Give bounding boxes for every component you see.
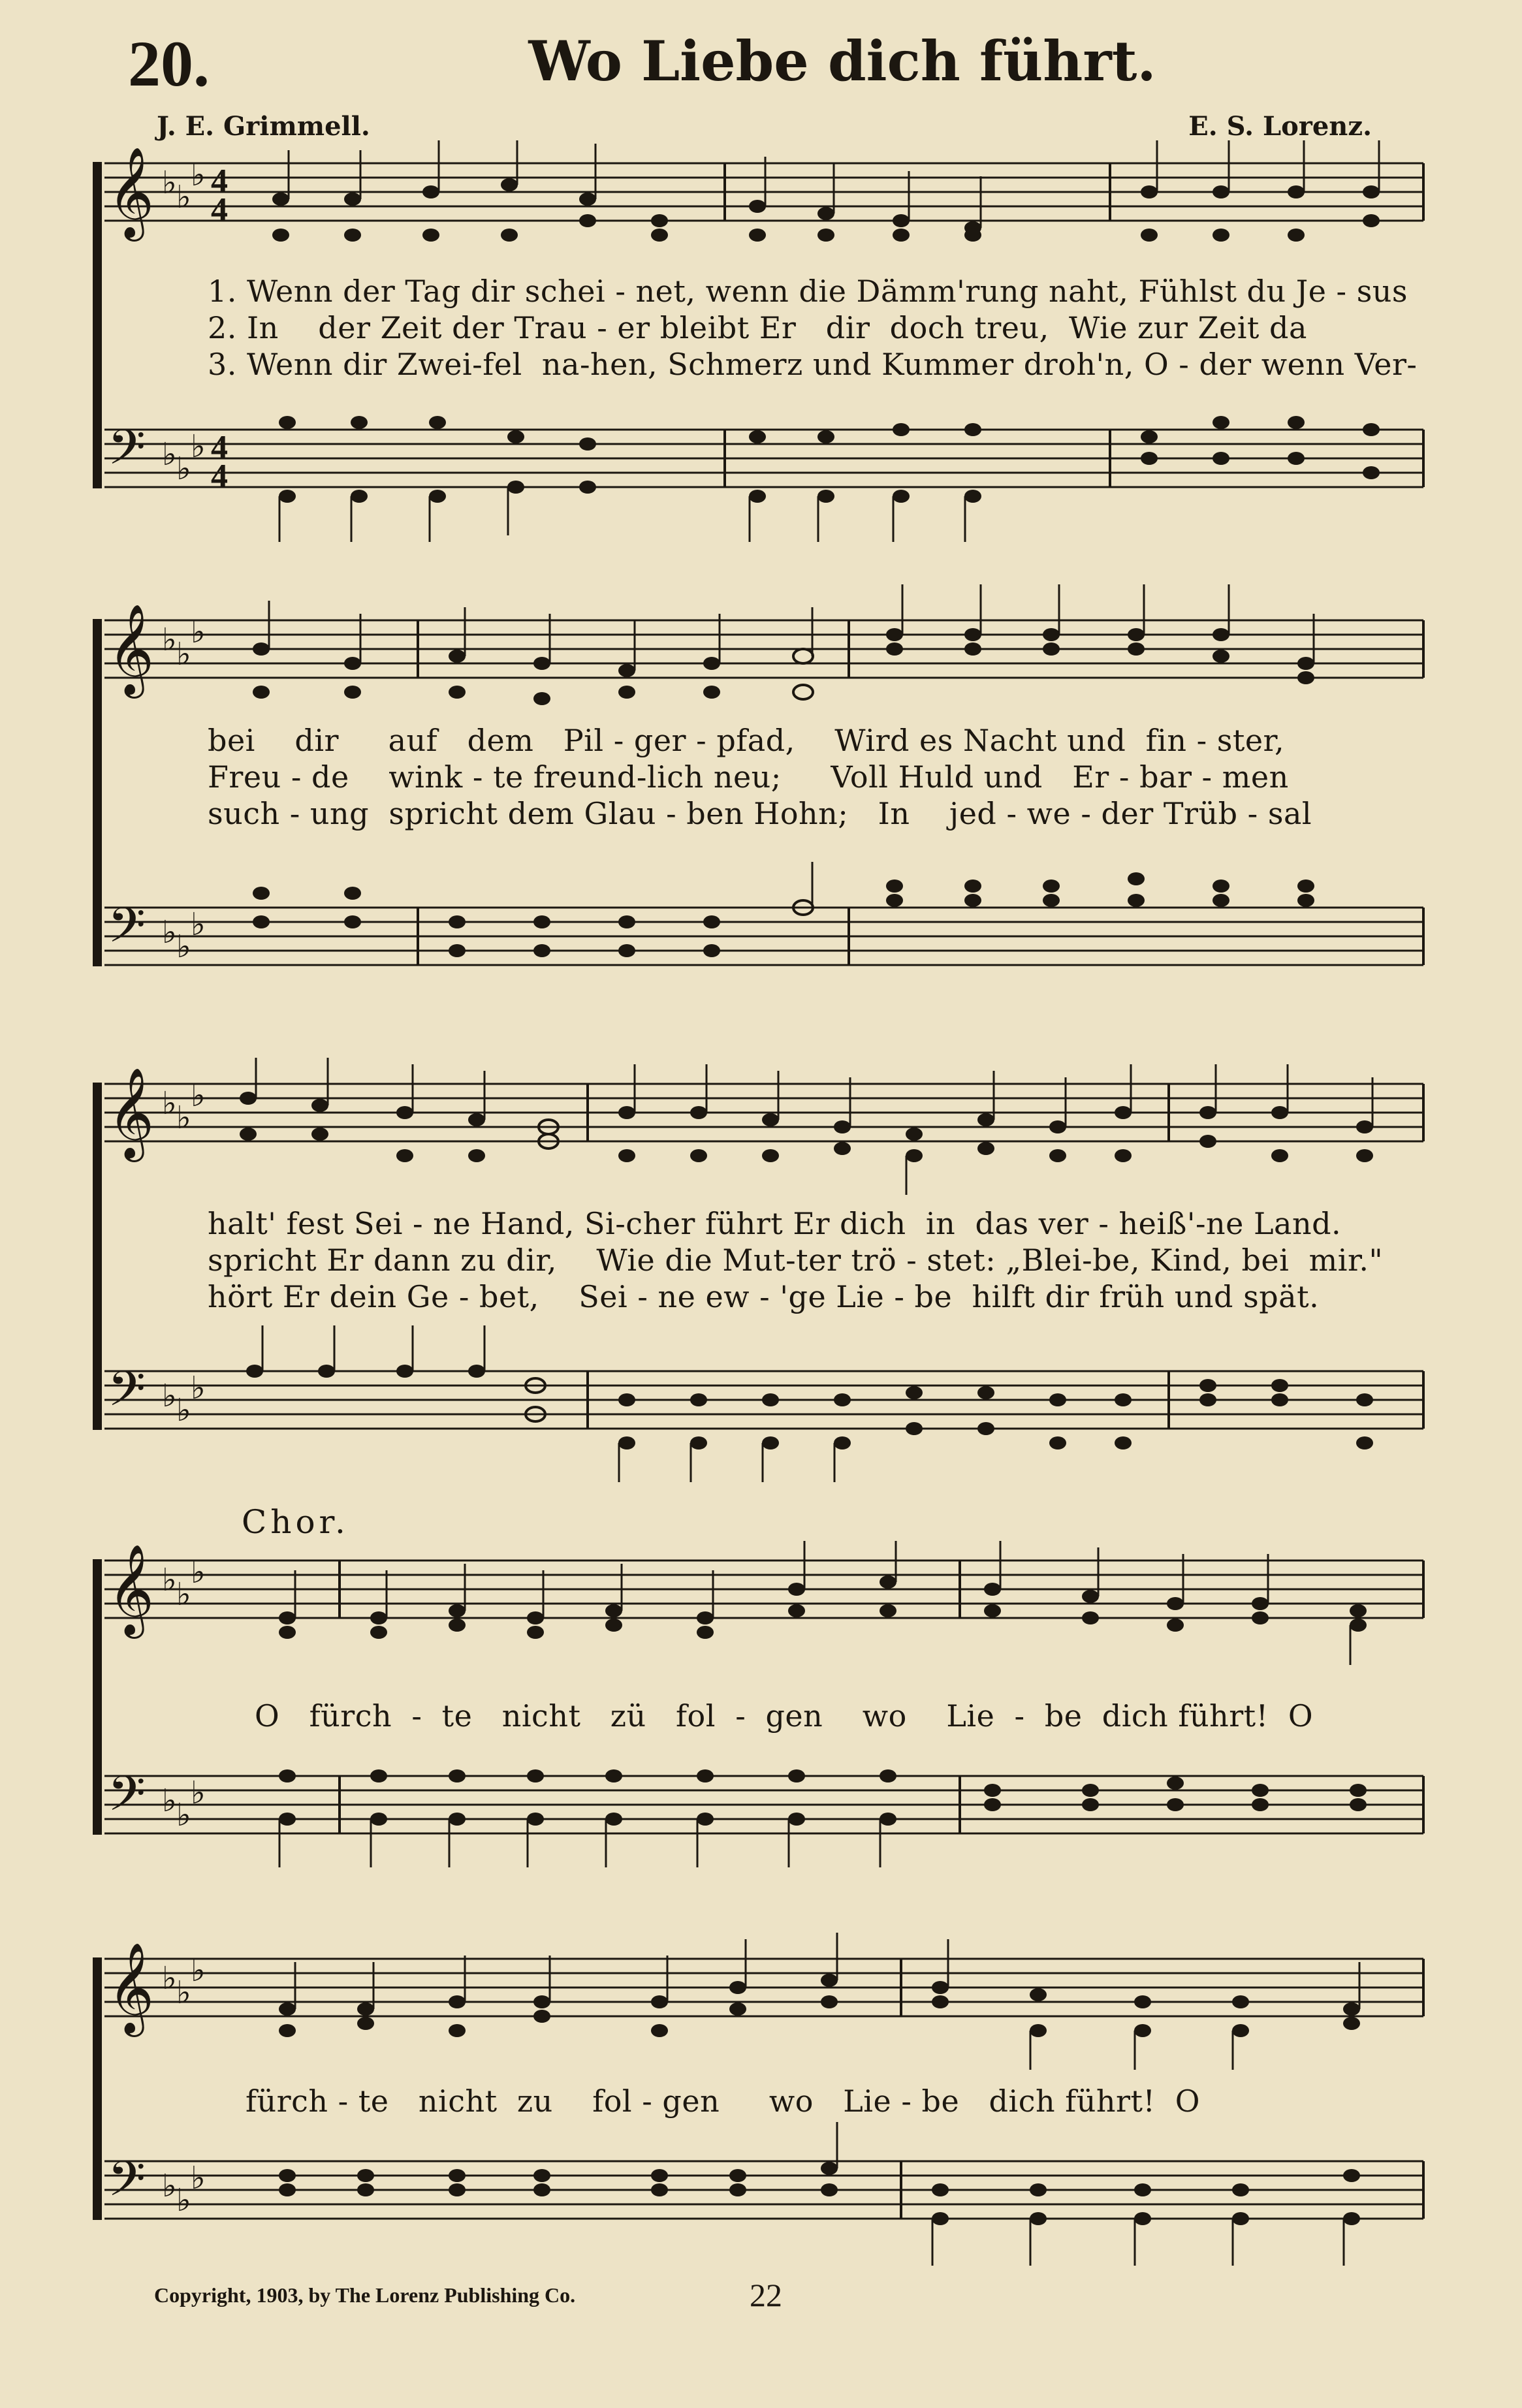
page-number: 22 (750, 2277, 782, 2313)
svg-text:♭: ♭ (191, 1554, 206, 1591)
lyric-line-verse-1: 1. Wenn der Tag dir schei - net, wenn die Dämm'rung naht, Fühlst du Je - sus (208, 274, 1408, 309)
lyric-line-chorus-2: fürch - te nicht zu fol - gen wo Lie - be dich führt! O (246, 2083, 1200, 2119)
lyric-line-verse-1: bei dir auf dem Pil - ger - pfad, Wird es Nacht und fin - ster, (208, 723, 1285, 758)
svg-text:♭: ♭ (191, 1370, 206, 1406)
svg-text:♭: ♭ (176, 1392, 191, 1429)
svg-text:♭: ♭ (191, 906, 206, 943)
svg-text:𝄞: 𝄞 (108, 1068, 154, 1158)
svg-text:♭: ♭ (162, 1960, 177, 1997)
svg-text:♭: ♭ (191, 157, 206, 193)
svg-text:4: 4 (211, 429, 228, 466)
lyric-line-verse-2: spricht Er dann zu dir, Wie die Mut-ter trö - stet: „Blei-be, Kind, bei mir." (208, 1243, 1384, 1278)
svg-text:♭: ♭ (191, 2160, 206, 2196)
svg-text:♭: ♭ (162, 165, 177, 201)
svg-text:𝄢: 𝄢 (108, 419, 146, 488)
svg-text:♭: ♭ (191, 1952, 206, 1989)
svg-text:♭: ♭ (162, 622, 177, 658)
hymn-number: 20. (128, 27, 210, 100)
lyric-line-verse-2: 2. In der Zeit der Trau - er bleibt Er dir doch treu, Wie zur Zeit da (208, 310, 1307, 345)
lyric-line-verse-3: such - ung spricht dem Glau - ben Hohn; In jed - we - der Trüb - sal (208, 796, 1312, 831)
hymn-title: Wo Liebe dich führt. (528, 29, 1156, 93)
lyric-line-verse-2: Freu - de wink - te freund-lich neu; Voll Huld und Er - bar - men (208, 759, 1289, 795)
lyric-line-verse-3: 3. Wenn dir Zwei-fel na-hen, Schmerz und Kummer droh'n, O - der wenn Ver- (208, 347, 1418, 382)
svg-text:♭: ♭ (191, 1077, 206, 1114)
svg-text:♭: ♭ (176, 1576, 191, 1613)
lyric-line-verse-1: halt' fest Sei - ne Hand, Si-cher führt Er dich in das ver - heiß'-ne Land. (208, 1206, 1342, 1241)
music-system-3 (0, 1058, 1522, 1489)
author-credit: E. S. Lorenz. (1188, 111, 1372, 142)
svg-text:𝄞: 𝄞 (108, 147, 154, 238)
svg-text:4: 4 (211, 458, 228, 495)
svg-text:♭: ♭ (191, 614, 206, 650)
svg-text:♭: ♭ (162, 1562, 177, 1598)
svg-text:♭: ♭ (191, 428, 206, 465)
svg-text:4: 4 (211, 163, 228, 200)
composer-credit: J. E. Grimmell. (157, 111, 370, 142)
music-system-5 (0, 1907, 1522, 2272)
svg-text:♭: ♭ (162, 2168, 177, 2204)
chorus-label: Chor. (242, 1503, 349, 1541)
svg-text:𝄢: 𝄢 (108, 897, 146, 966)
svg-text:♭: ♭ (176, 451, 191, 487)
svg-text:♭: ♭ (176, 928, 191, 965)
svg-text:♭: ♭ (162, 1085, 177, 1122)
svg-text:♭: ♭ (176, 636, 191, 673)
svg-text:♭: ♭ (176, 1797, 191, 1833)
svg-text:𝄢: 𝄢 (108, 1361, 146, 1429)
svg-text:♭: ♭ (191, 1775, 206, 1811)
svg-text:♭: ♭ (162, 1782, 177, 1819)
svg-text:𝄢: 𝄢 (108, 2151, 146, 2219)
svg-text:𝄞: 𝄞 (108, 604, 154, 695)
svg-text:♭: ♭ (162, 436, 177, 473)
svg-text:𝄢: 𝄢 (108, 1766, 146, 1834)
music-system-4-chorus (0, 1541, 1522, 1907)
svg-text:♭: ♭ (176, 2182, 191, 2219)
music-system-2 (0, 562, 1522, 1058)
svg-text:𝄞: 𝄞 (108, 1942, 154, 2033)
svg-text:♭: ♭ (176, 1100, 191, 1136)
music-system-1 (0, 0, 1522, 562)
copyright-notice: Copyright, 1903, by The Lorenz Publishing Co. (154, 2283, 576, 2307)
lyric-line-verse-3: hört Er dein Ge - bet, Sei - ne ew - 'ge Lie - be hilft dir früh und spät. (208, 1279, 1320, 1314)
svg-text:4: 4 (211, 191, 228, 229)
svg-text:♭: ♭ (176, 179, 191, 215)
svg-text:♭: ♭ (176, 1974, 191, 2011)
svg-text:♭: ♭ (162, 1378, 177, 1414)
svg-text:♭: ♭ (162, 914, 177, 951)
lyric-line-chorus-1: O fürch - te nicht zü fol - gen wo Lie - be dich führt! O (255, 1698, 1314, 1734)
svg-text:𝄞: 𝄞 (108, 1544, 154, 1635)
